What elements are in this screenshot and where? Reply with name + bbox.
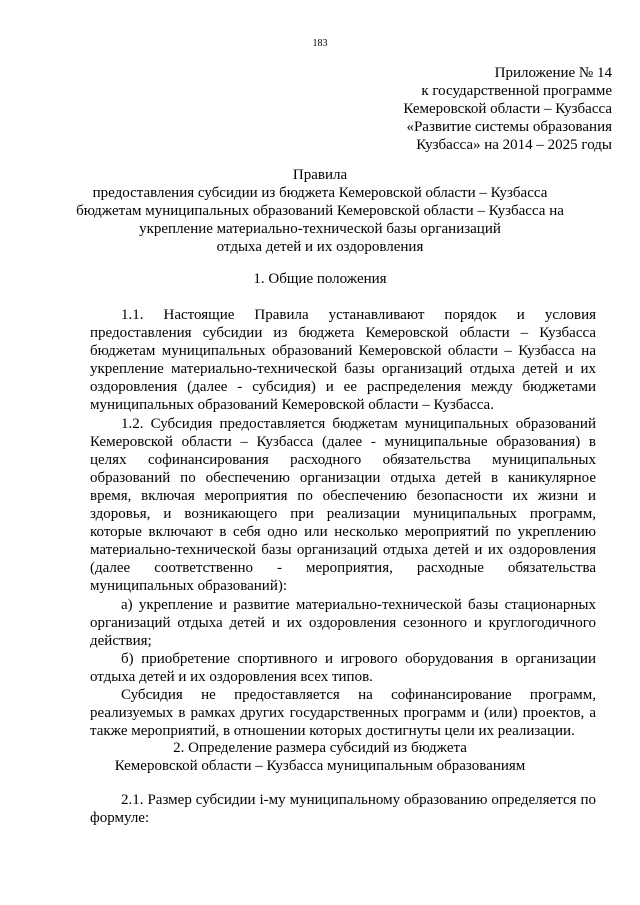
- title-line: Правила: [292, 167, 348, 183]
- page-number: 183: [312, 38, 328, 49]
- appendix-line: к государственной программе: [421, 83, 612, 99]
- title-line: предоставления субсидии из бюджета Кемеровской области – Кузбасса: [92, 185, 548, 201]
- section-1-heading: [0, 270, 640, 288]
- section-2-heading: [0, 739, 640, 775]
- appendix-header: [360, 64, 612, 154]
- section-2-body: [90, 791, 596, 827]
- appendix-line: Приложение № 14: [494, 65, 612, 81]
- paragraph-1-2: 1.2. Субсидия предоставляется бюджетам муниципальных образований Кемеровской области – Кузбасса (далее - муниципальные образования) в целях софинансирования расходного обязательства муниципальных образований по обеспечению организации отдыха детей в каникулярное время, включая мероприятия по обеспечению безопасности их жизни и здоровья, и возникающего при реализации муниципальных программ, которые включают в себя одно или несколько мероприятий по укреплению материально-технической базы организаций отдыха детей и их оздоровления (далее соответственно - мероприятия, расходные обязательства муниципальных образований):: [90, 415, 596, 595]
- title-line: бюджетам муниципальных образований Кемеровской области – Кузбасса на: [76, 203, 564, 219]
- paragraph-1-2-b: б) приобретение спортивного и игрового оборудования в организации отдыха детей и их оздоровления всех типов.: [90, 650, 596, 685]
- section-heading-line: 2. Определение размера субсидий из бюджета: [173, 740, 467, 756]
- title-line: отдыха детей и их оздоровления: [216, 239, 424, 255]
- paragraph-1-1-start: 1.1. Настоящие Правила устанавливают порядок и условия предоставления субсидии из бюджета Кемеровской области – Кузбасса бюджетам муниципальных образований Кемеровской области – Кузбасса на укрепление материально-технической базы организаций отдыха детей и их оздоровления (далее - субсидия) и ее распределения между бюджетами муниципальных образований Кемеровской области – Кузбасса.: [90, 307, 596, 414]
- section-1-body: [90, 306, 596, 740]
- paragraph-1-2-a: а) укрепление и развитие материально-технической базы стационарных организаций отдыха детей и их оздоровления сезонного и круглогодичного действия;: [90, 596, 596, 649]
- paragraph-exclusion: Субсидия не предоставляется на софинансирование программ, реализуемых в рамках других государственных программ и (или) проектов, а также мероприятий, в отношении которых достигнуты цели их реализации.: [90, 686, 596, 740]
- section-heading-line: 1. Общие положения: [253, 271, 387, 287]
- document-title: [0, 166, 640, 256]
- appendix-line: Кузбасса» на 2014 – 2025 годы: [416, 137, 612, 153]
- appendix-line: «Развитие системы образования: [406, 119, 612, 135]
- paragraph-2-1: 2.1. Размер субсидии i-му муниципальному образованию определяется по формуле:: [90, 792, 596, 827]
- title-line: укрепление материально-технической базы организаций: [139, 221, 501, 237]
- section-heading-line: Кемеровской области – Кузбасса муниципальным образованиям: [114, 758, 526, 774]
- appendix-line: Кемеровской области – Кузбасса: [403, 101, 612, 117]
